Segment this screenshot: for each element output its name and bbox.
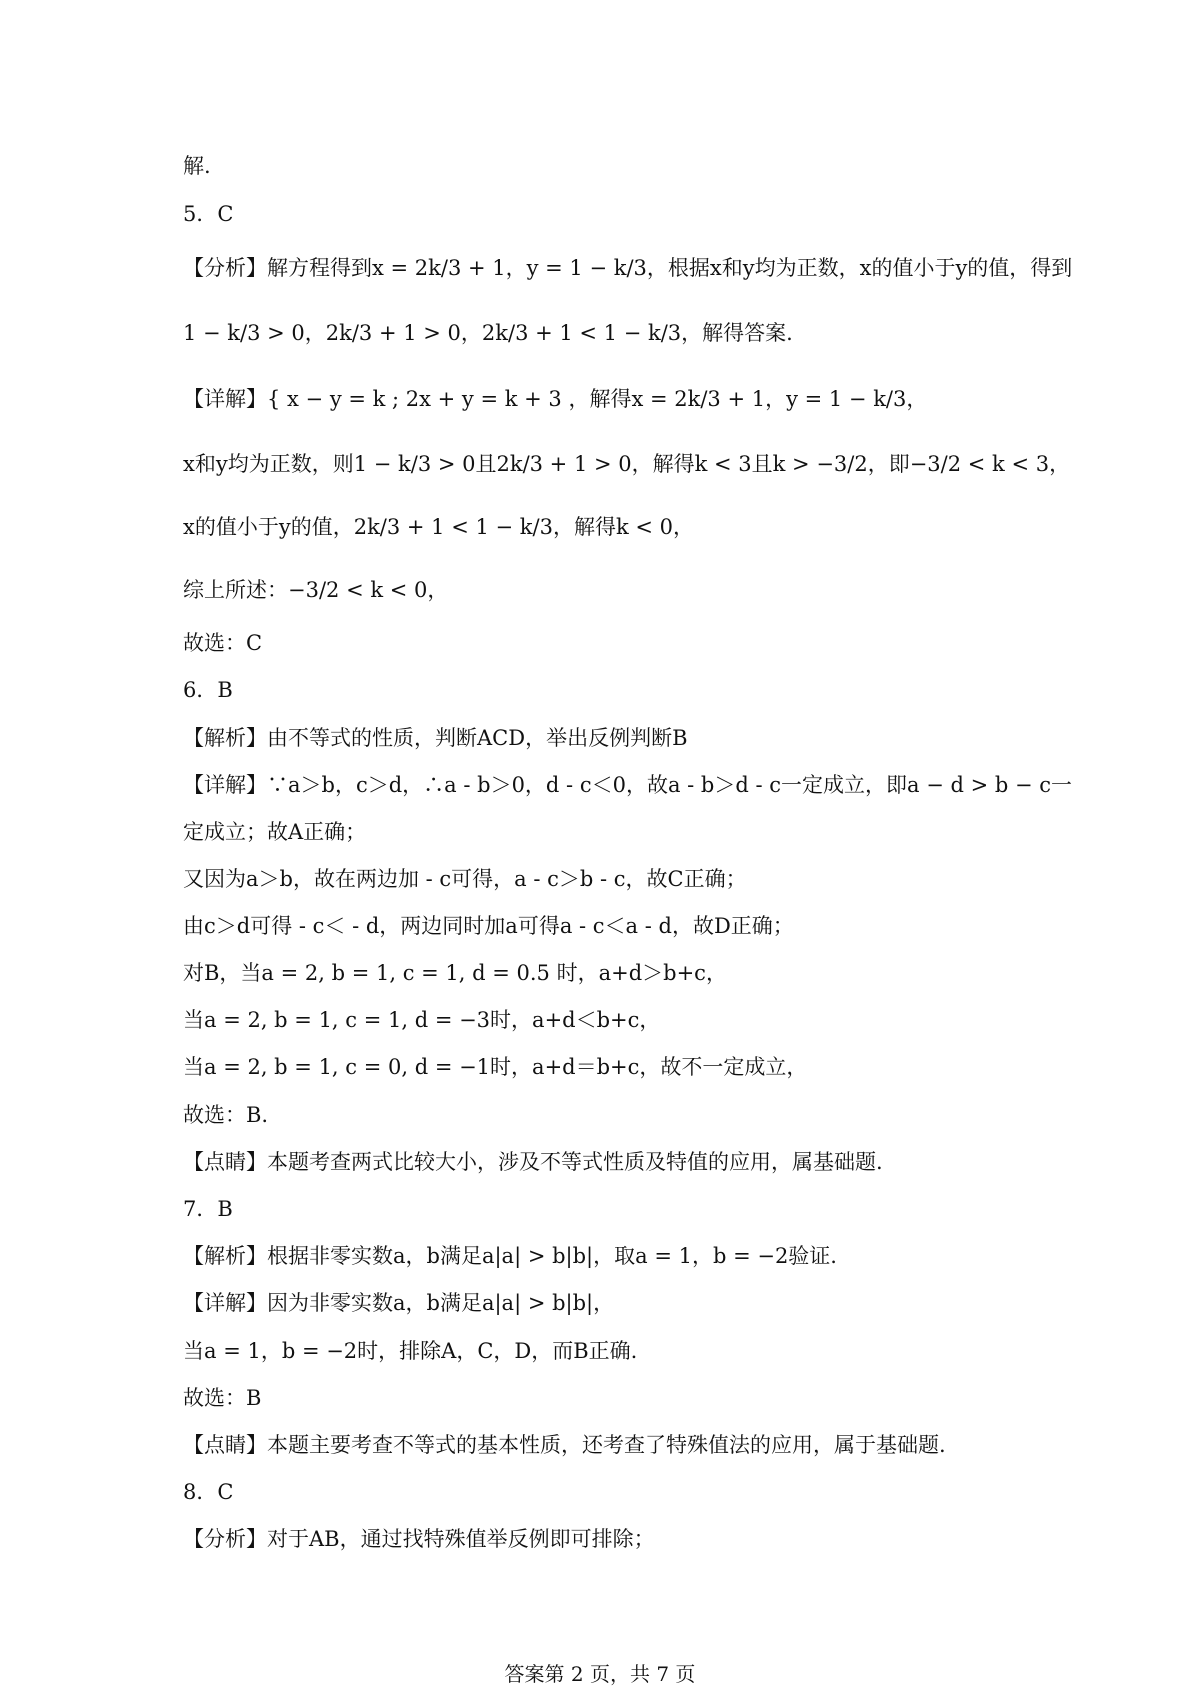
page-footer: 答案第 2 页，共 7 页: [504, 1662, 696, 1686]
answer-heading: 5．C: [183, 202, 234, 226]
text-line: 定成立；故A正确；: [183, 820, 367, 844]
text-line: 对B，当a = 2, b = 1, c = 1, d = 0.5 时，a+d＞b+c，: [183, 961, 727, 985]
text-line: 【详解】∵a＞b，c＞d，∴a - b＞0，d - c＜0，故a - b＞d - c一定成立，即a − d > b − c一: [183, 773, 1073, 797]
text-line: 1 − k/3 > 0，2k/3 + 1 > 0，2k/3 + 1 < 1 − k/3，解得答案.: [183, 321, 793, 345]
text-line: 综上所述：−3/2 < k < 0，: [183, 578, 449, 602]
text-line: 【详解】{ x − y = k ; 2x + y = k + 3 ，解得x = 2k/3 + 1，y = 1 − k/3，: [183, 387, 928, 411]
answer-heading: 8．C: [183, 1480, 234, 1504]
answer-heading: 7．B: [183, 1197, 233, 1221]
text-line: 当a = 2, b = 1, c = 0, d = −1时，a+d＝b+c，故不一定成立，: [183, 1055, 808, 1079]
text-line: 故选：C: [183, 631, 263, 655]
text-line: 【点睛】本题主要考查不等式的基本性质，还考查了特殊值法的应用，属于基础题.: [183, 1433, 946, 1457]
text-line: 由c＞d可得 - c＜ - d，两边同时加a可得a - c＜a - d，故D正确；: [183, 914, 794, 938]
text-line: 【分析】解方程得到x = 2k/3 + 1，y = 1 − k/3，根据x和y均为正数，x的值小于y的值，得到: [183, 256, 1073, 280]
text-line: 【分析】对于AB，通过找特殊值举反例即可排除；: [183, 1527, 655, 1551]
text-line: 【详解】因为非零实数a，b满足a|a| > b|b|，: [183, 1291, 615, 1315]
text-line: 当a = 1，b = −2时，排除A，C，D，而B正确.: [183, 1339, 638, 1363]
text-line: 当a = 2, b = 1, c = 1, d = −3时，a+d＜b+c，: [183, 1008, 661, 1032]
answer-heading: 6．B: [183, 678, 233, 702]
text-line: 【解析】根据非零实数a，b满足a|a| > b|b|，取a = 1，b = −2验证.: [183, 1244, 837, 1268]
text-line: 故选：B.: [183, 1103, 269, 1127]
text-line: 【点睛】本题考查两式比较大小，涉及不等式性质及特值的应用，属基础题.: [183, 1150, 883, 1174]
text-line: 故选：B: [183, 1386, 262, 1410]
text-line: x和y均为正数，则1 − k/3 > 0且2k/3 + 1 > 0，解得k < 3且k > −3/2，即−3/2 < k < 3，: [183, 452, 1071, 476]
text-line: 又因为a＞b，故在两边加 - c可得，a - c＞b - c，故C正确；: [183, 867, 747, 891]
text-line: 解.: [183, 154, 211, 178]
text-line: 【解析】由不等式的性质，判断ACD，举出反例判断B: [183, 726, 688, 750]
text-line: x的值小于y的值，2k/3 + 1 < 1 − k/3，解得k < 0，: [183, 515, 694, 539]
